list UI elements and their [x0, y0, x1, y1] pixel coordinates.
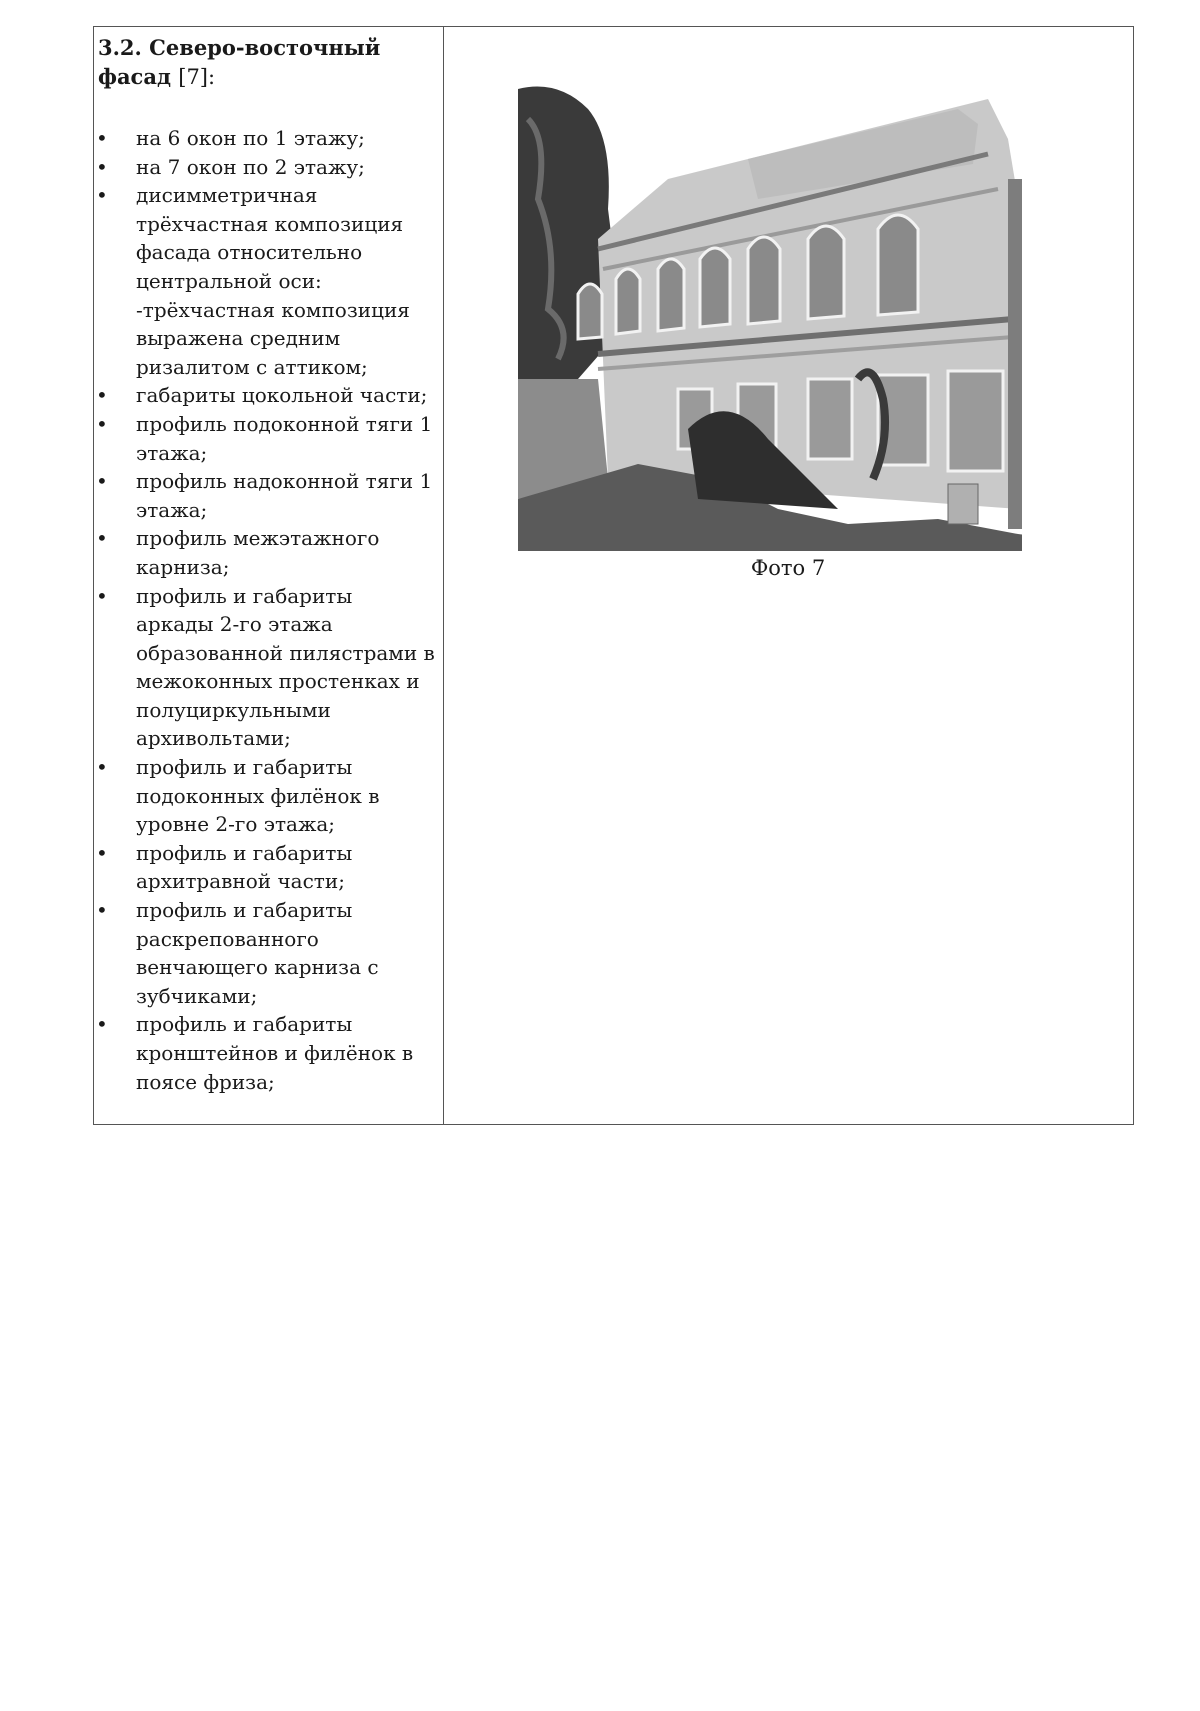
list-item: [98, 181, 435, 381]
facade-illustration: [518, 79, 1058, 551]
requirements-cell: [94, 27, 444, 1124]
list-item-text: дисимметричная трёхчастная композиция фасада относительно центральной оси: -трёхчастная композиция выражена средним ризалитом с аттиком;: [136, 183, 410, 379]
list-item: [98, 839, 435, 896]
bullet-icon: •: [96, 126, 108, 150]
building-facade-photo: [518, 79, 1058, 551]
bullet-icon: •: [96, 840, 108, 865]
list-item-text: на 6 окон по 1 этажу;: [136, 126, 365, 150]
bullet-icon: •: [96, 154, 108, 179]
document-table: [93, 26, 1134, 1125]
list-item-text: габариты цокольной части;: [136, 383, 428, 408]
list-item-text: профиль и габариты кронштейнов и филёнок в поясе фриза;: [136, 1012, 414, 1094]
bullet-icon: •: [96, 755, 108, 780]
list-item-text: профиль надоконной тяги 1 этажа;: [136, 469, 433, 522]
list-item: [98, 381, 435, 410]
list-item-text: профиль и габариты аркады 2-го этажа образованной пилястрами в межоконных простенках и полуциркульными архивольтами;: [136, 583, 435, 751]
list-item-text: на 7 окон по 2 этажу;: [136, 154, 365, 179]
bullet-icon: •: [96, 411, 108, 436]
bullet-icon: •: [96, 469, 108, 494]
list-item: [98, 582, 435, 754]
photo-caption: Фото 7: [750, 556, 826, 580]
list-item: [98, 524, 435, 581]
section-heading: [98, 33, 435, 92]
bullet-icon: •: [96, 183, 108, 208]
list-item: [98, 896, 435, 1010]
bullet-icon: •: [96, 1012, 108, 1037]
list-item-text: профиль межэтажного карниза;: [136, 526, 380, 579]
list-item: [98, 1010, 435, 1096]
list-item-text: профиль и габариты раскрепованного венчающего карниза с зубчиками;: [136, 898, 379, 1008]
bullet-icon: •: [96, 383, 108, 408]
section-heading-title: 3.2. Северо-восточный фасад: [98, 35, 381, 89]
bullet-icon: •: [96, 898, 108, 923]
list-item: [98, 753, 435, 839]
list-item: [98, 124, 435, 153]
bullet-icon: •: [96, 583, 108, 608]
section-heading-reference: [7]:: [178, 65, 216, 89]
requirements-list: [98, 124, 435, 1096]
list-item: [98, 410, 435, 467]
photo-cell: [444, 27, 1133, 1124]
list-item-text: профиль подоконной тяги 1 этажа;: [136, 411, 433, 465]
list-item-text: профиль и габариты подоконных филёнок в уровне 2-го этажа;: [136, 755, 380, 837]
list-item: [98, 153, 435, 182]
list-item: [98, 467, 435, 524]
bullet-icon: •: [96, 526, 108, 551]
list-item-text: профиль и габариты архитравной части;: [136, 840, 353, 894]
